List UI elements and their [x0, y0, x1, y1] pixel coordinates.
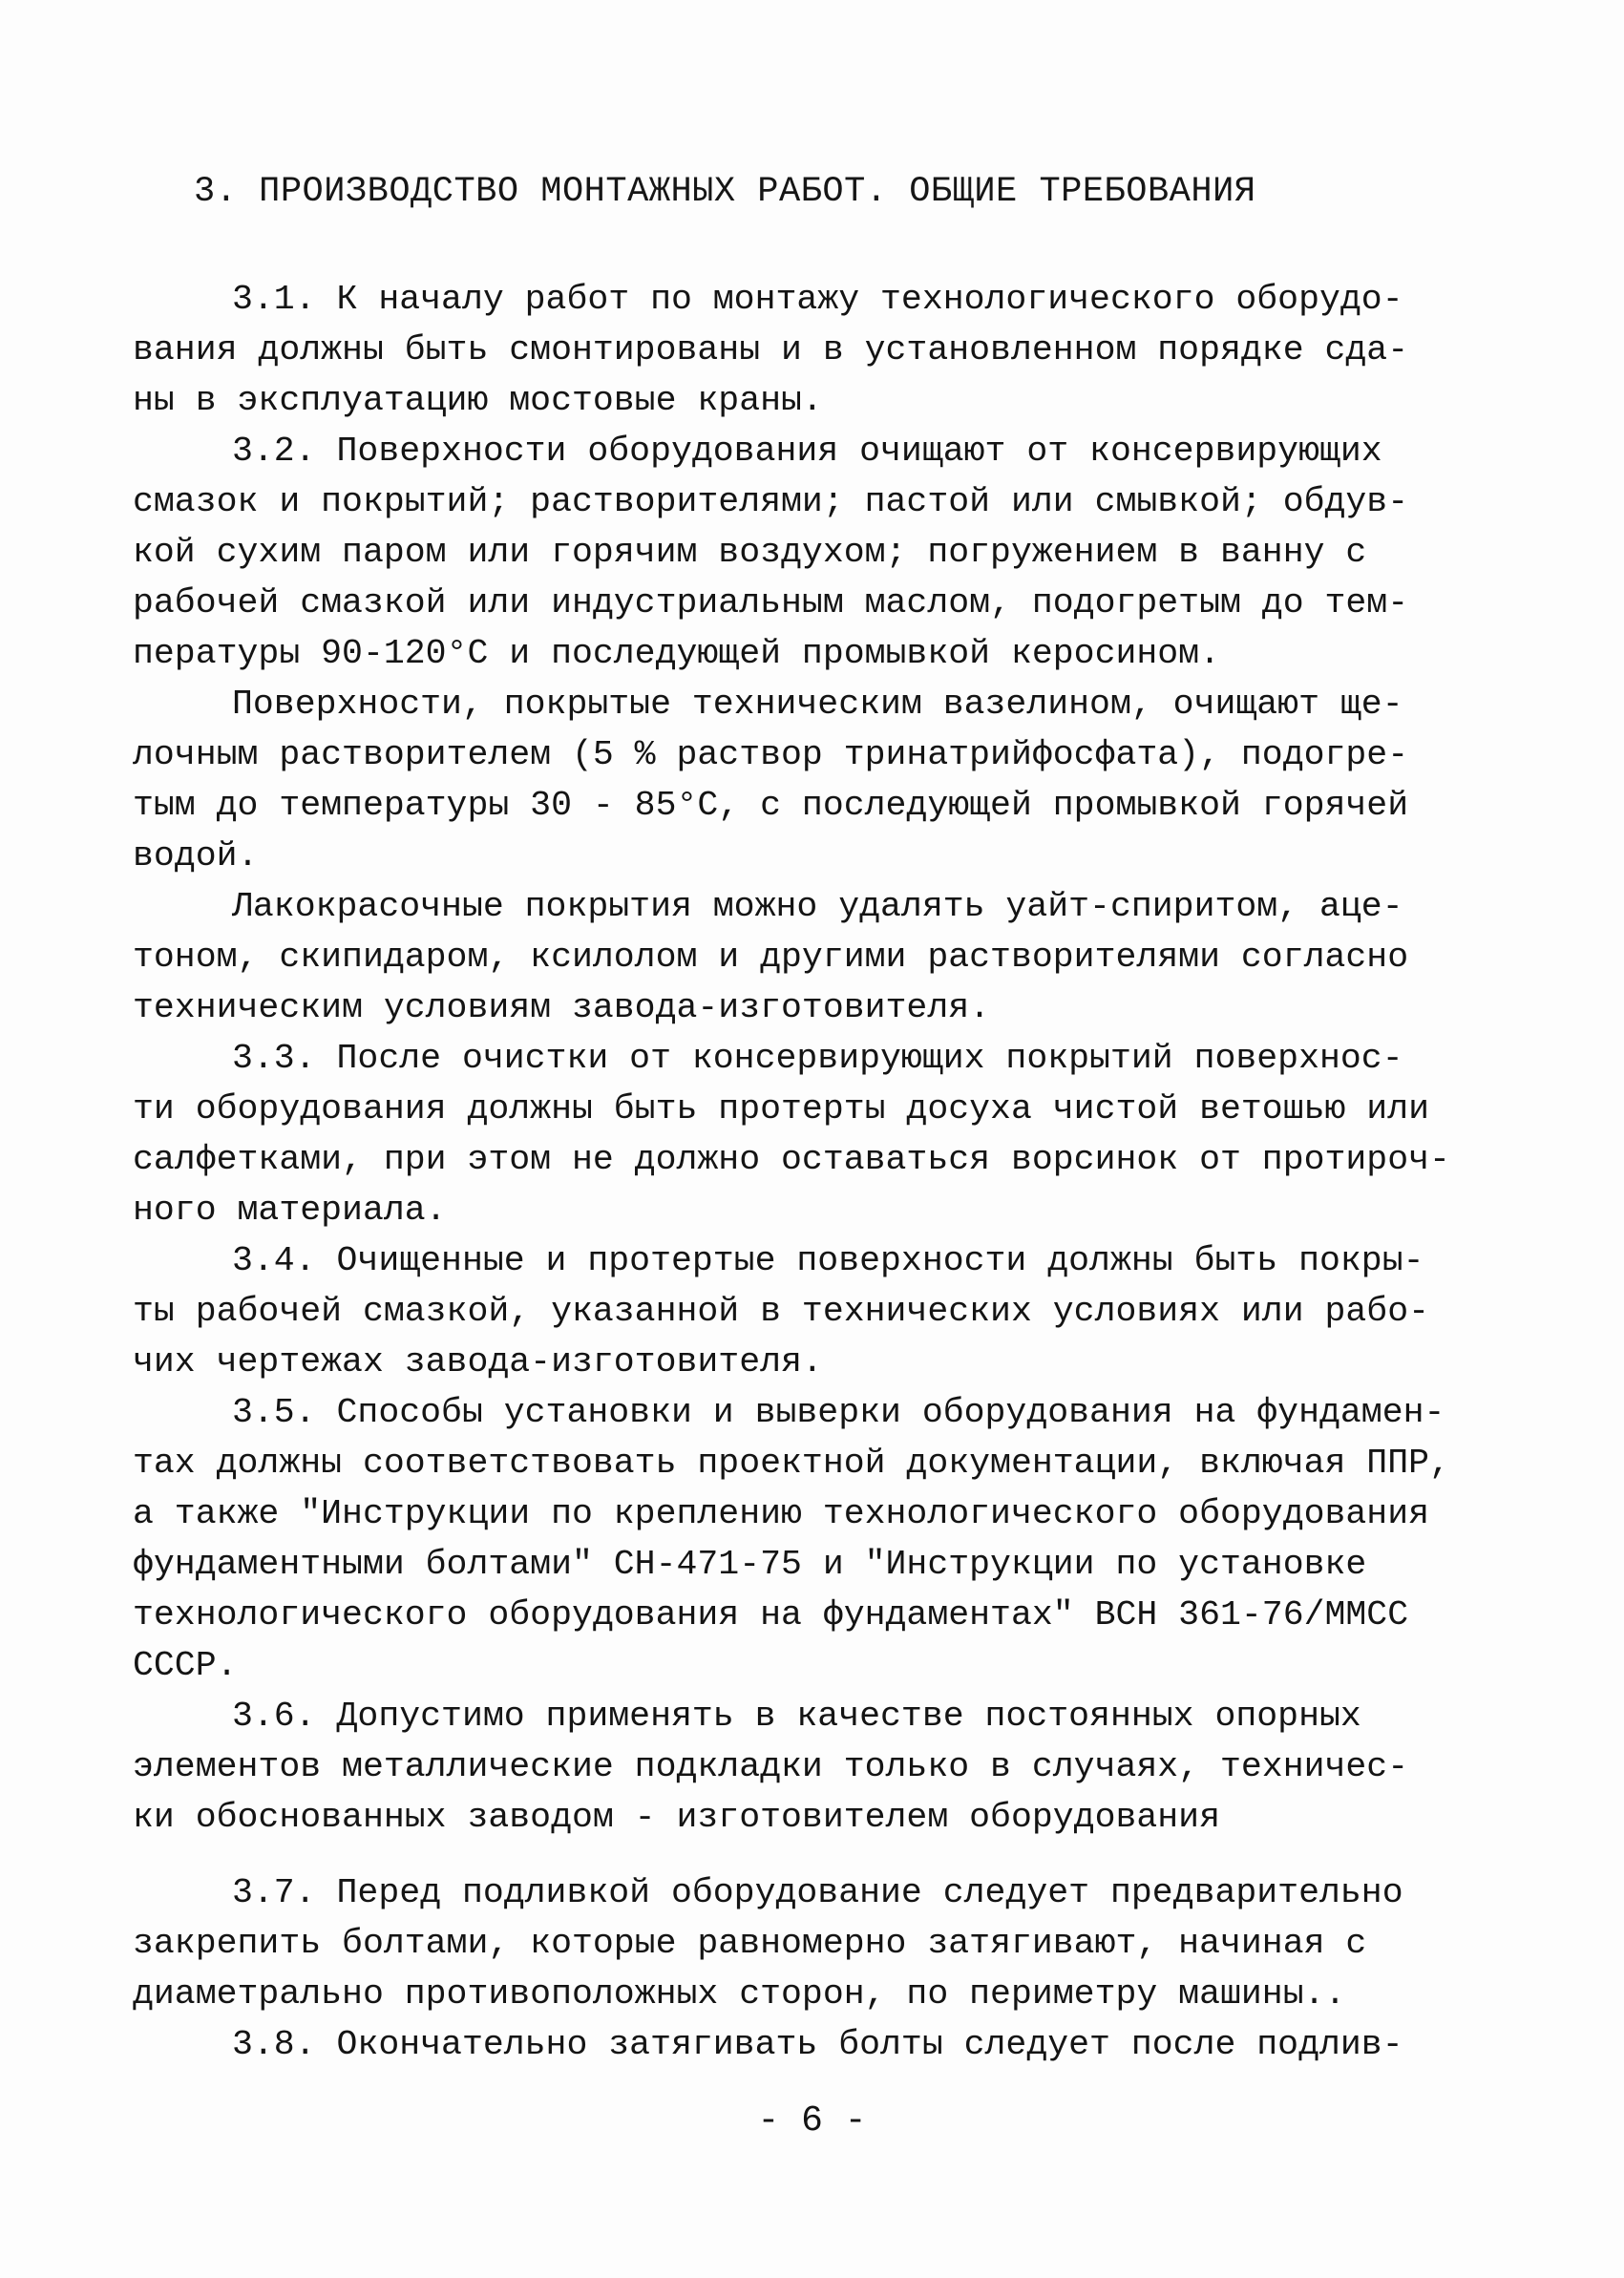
text-line: пературы 90-120°С и последующей промывкой керосином. [133, 634, 1220, 673]
paragraph [133, 881, 1450, 1033]
paragraph [133, 1691, 1450, 1843]
text-line: Лакокрасочные покрытия можно удалять уайт-спиритом, аце- [232, 887, 1403, 926]
text-line: лочным растворителем (5 % раствор тринатрийфосфата), подогре- [133, 735, 1409, 774]
paragraph-gap [133, 1843, 1450, 1867]
paragraph [133, 1033, 1450, 1235]
text-line: кой сухим паром или горячим воздухом; погружением в ванну с [133, 533, 1367, 572]
paragraph [133, 426, 1450, 679]
text-line: технологического оборудования на фундаментах" ВСН 361-76/ММСС [133, 1595, 1409, 1635]
text-line: ны в эксплуатацию мостовые краны. [133, 381, 823, 420]
text-line: элементов металлические подкладки только в случаях, техничес- [133, 1747, 1409, 1786]
text-line: ки обоснованных заводом - изготовителем оборудования [133, 1798, 1220, 1837]
paragraph [133, 1235, 1450, 1387]
text-line: техническим условиям завода-изготовителя. [133, 988, 991, 1027]
text-line: 3.8. Окончательно затягивать болты следует после подлив- [232, 2025, 1403, 2064]
paragraph [133, 1387, 1450, 1691]
text-line: диаметрально противоположных сторон, по периметру машины.. [133, 1974, 1346, 2014]
text-line: 3.5. Способы установки и выверки оборудования на фундамен- [232, 1393, 1445, 1432]
text-line: 3.2. Поверхности оборудования очищают от консервирующих [232, 432, 1382, 471]
text-line: 3.1. К началу работ по монтажу технологического оборудо- [232, 280, 1403, 319]
section-heading: 3. ПРОИЗВОДСТВО МОНТАЖНЫХ РАБОТ. ОБЩИЕ ТРЕБОВАНИЯ [194, 172, 1256, 212]
text-line: ного материала. [133, 1191, 447, 1230]
text-line: салфетками, при этом не должно оставаться ворсинок от протироч- [133, 1140, 1450, 1179]
text-line: рабочей смазкой или индустриальным маслом, подогретым до тем- [133, 583, 1409, 622]
paragraph [133, 2019, 1450, 2070]
text-line: 3.7. Перед подливкой оборудование следует предварительно [232, 1873, 1403, 1912]
text-line: ты рабочей смазкой, указанной в технических условиях или рабо- [133, 1292, 1430, 1331]
text-line: 3.4. Очищенные и протертые поверхности должны быть покры- [232, 1241, 1424, 1280]
text-line: закрепить болтами, которые равномерно затягивают, начиная с [133, 1924, 1367, 1963]
text-line: 3.3. После очистки от консервирующих покрытий поверхнос- [232, 1039, 1403, 1078]
text-line: тах должны соответствовать проектной документации, включая ППР, [133, 1444, 1450, 1483]
text-line: ти оборудования должны быть протерты досуха чистой ветошью или [133, 1089, 1430, 1128]
text-line: СССР. [133, 1646, 238, 1685]
paragraph [133, 274, 1450, 426]
page-number: - 6 - [757, 2100, 867, 2141]
text-line: 3.6. Допустимо применять в качестве постоянных опорных [232, 1697, 1361, 1736]
paragraph [133, 1867, 1450, 2019]
text-line: тым до температуры 30 - 85°С, с последующей промывкой горячей [133, 786, 1409, 825]
text-line: смазок и покрытий; растворителями; пастой или смывкой; обдув- [133, 482, 1409, 521]
text-line: водой. [133, 836, 259, 875]
text-line: вания должны быть смонтированы и в установленном порядке сда- [133, 330, 1409, 369]
text-line: тоном, скипидаром, ксилолом и другими растворителями согласно [133, 938, 1409, 977]
text-line: Поверхности, покрытые техническим вазелином, очищают ще- [232, 685, 1403, 724]
text-line: а также "Инструкции по креплению технологического оборудования [133, 1494, 1430, 1533]
paragraph [133, 679, 1450, 881]
document-body [133, 274, 1450, 2070]
text-line: фундаментными болтами" СН-471-75 и "Инструкции по установке [133, 1545, 1367, 1584]
text-line: чих чертежах завода-изготовителя. [133, 1342, 823, 1382]
